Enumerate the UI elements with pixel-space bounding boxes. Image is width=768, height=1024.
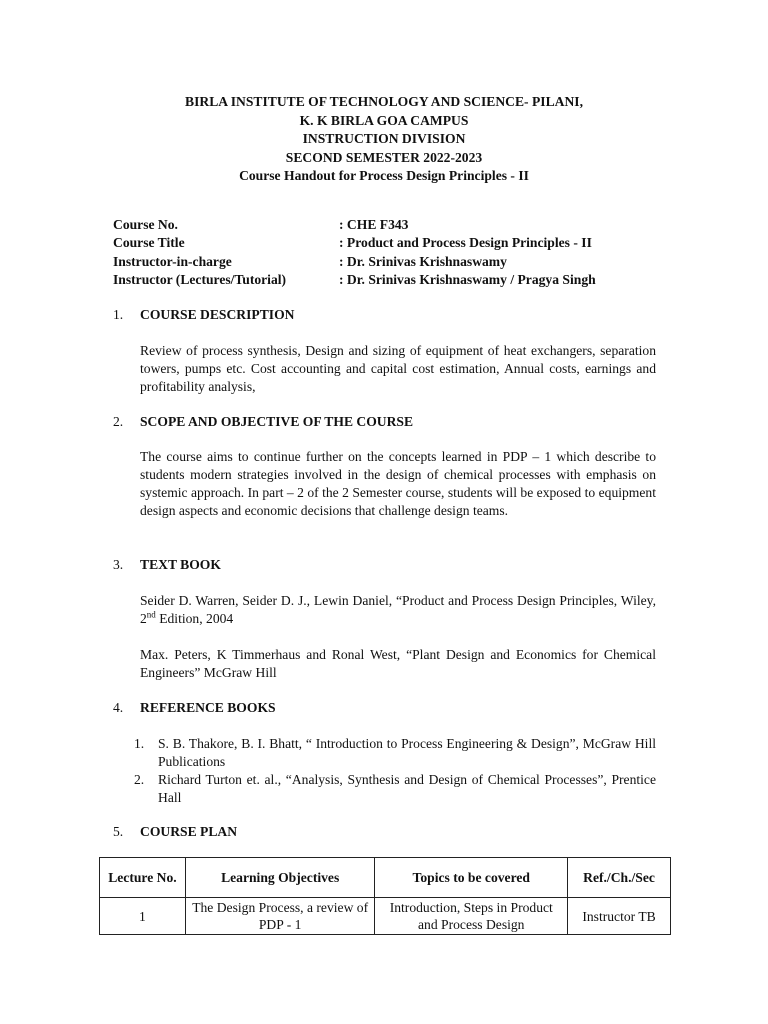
reference-item (134, 735, 656, 771)
semester-label: SECOND SEMESTER 2022-2023 (285, 149, 483, 165)
section-heading-scope (113, 413, 413, 431)
course-info-label: Course Title (113, 235, 185, 251)
table-header-row (100, 858, 671, 898)
course-info-value: : Product and Process Design Principles - II (339, 235, 592, 251)
textbook-edition-superscript: nd (146, 609, 156, 620)
section-heading-textbook (113, 556, 221, 574)
section-number: 5. (113, 824, 124, 839)
table-cell-topics: Introduction, Steps in Product and Process Design (375, 898, 568, 935)
column-header-lecture: Lecture No. (100, 858, 186, 898)
section-number: 1. (113, 307, 124, 322)
course-info-label: Instructor-in-charge (113, 253, 232, 269)
reference-text: S. B. Thakore, B. I. Bhatt, “ Introduction to Process Engineering & Design”, McGraw Hill Publications (158, 736, 656, 769)
reference-list (134, 735, 656, 807)
course-info (113, 216, 596, 289)
course-description-text: Review of process synthesis, Design and sizing of equipment of heat exchangers, separation towers, pumps etc. Cost accounting and capital cost estimation, Annual costs, earnings and profitability analysis, (140, 343, 656, 394)
handout-title: Course Handout for Process Design Principles - II (239, 168, 529, 183)
course-info-value: : Dr. Srinivas Krishnaswamy (339, 253, 507, 269)
course-info-row (113, 271, 596, 289)
reference-text: Richard Turton et. al., “Analysis, Synthesis and Design of Chemical Processes”, Prentice Hall (158, 772, 656, 805)
section-number: 3. (113, 557, 124, 572)
document-header (0, 93, 768, 186)
textbook-entry-1-text: Seider D. Warren, Seider D. J., Lewin Daniel, “Product and Process Design Principles, Wiley, 2 (140, 593, 656, 626)
table-row (100, 898, 671, 935)
section-heading-reference (113, 699, 276, 717)
division-name: INSTRUCTION DIVISION (302, 131, 466, 146)
table-cell-objectives: The Design Process, a review of PDP - 1 (185, 898, 375, 935)
table-cell-reference: Instructor TB (568, 898, 671, 935)
textbook-entry-1-edition: Edition, 2004 (155, 611, 234, 626)
campus-name: K. K BIRLA GOA CAMPUS (299, 112, 469, 128)
course-info-row (113, 253, 596, 271)
column-header-topics: Topics to be covered (375, 858, 568, 898)
section-title: SCOPE AND OBJECTIVE OF THE COURSE (140, 414, 414, 429)
table-cell-lecture: 1 (100, 898, 186, 935)
course-info-value: : Dr. Srinivas Krishnaswamy / Pragya Singh (339, 271, 596, 287)
reference-number: 1. (134, 736, 145, 751)
course-info-label: Instructor (Lectures/Tutorial) (113, 271, 287, 287)
column-header-reference: Ref./Ch./Sec (568, 858, 671, 898)
scope-text: The course aims to continue further on the concepts learned in PDP – 1 which describe to students modern strategies involved in the design of chemical processes with emphasis on systemic approach. In part – 2 of the 2 Semester course, students will be exposed to equipment design aspects and economic decisions that challenge design teams. (140, 449, 656, 518)
section-heading-plan (113, 823, 237, 841)
section-number: 2. (113, 414, 124, 429)
course-plan-table (99, 857, 671, 935)
textbook-entry-1 (140, 592, 656, 628)
column-header-objectives: Learning Objectives (185, 858, 375, 898)
section-number: 4. (113, 700, 124, 715)
course-info-row (113, 216, 596, 234)
course-info-value: : CHE F343 (339, 217, 409, 232)
section-title: TEXT BOOK (140, 557, 221, 572)
section-heading-description (113, 306, 294, 324)
textbook-entry-2: Max. Peters, K Timmerhaus and Ronal West, “Plant Design and Economics for Chemical Engineers” McGraw Hill (140, 647, 656, 680)
institute-name: BIRLA INSTITUTE OF TECHNOLOGY AND SCIENCE- PILANI, (185, 94, 583, 109)
reference-number: 2. (134, 772, 145, 787)
section-title: COURSE DESCRIPTION (140, 307, 295, 322)
course-info-row (113, 234, 596, 252)
course-info-label: Course No. (113, 217, 178, 232)
section-title: COURSE PLAN (140, 824, 238, 839)
reference-item (134, 771, 656, 807)
section-title: REFERENCE BOOKS (140, 700, 276, 715)
